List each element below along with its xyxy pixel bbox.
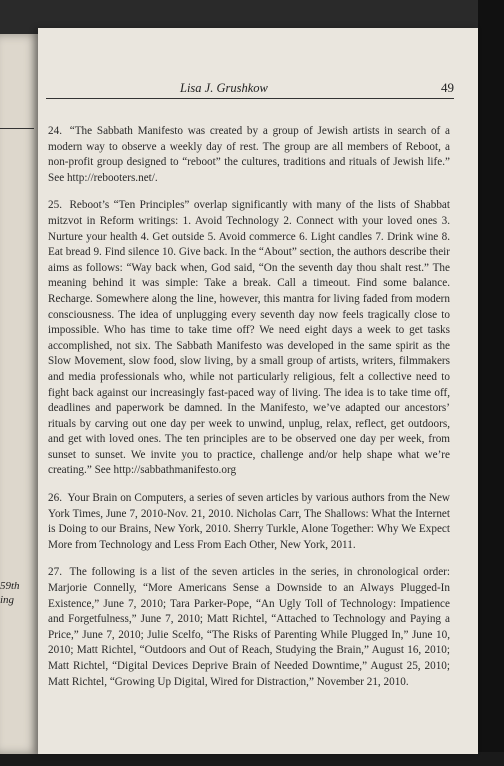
endnote-26 [48, 491, 450, 553]
endnote-text: “The Sabbath Manifesto was created by a group of Jewish artists in search of a modern way to observe a weekly day of rest. The group are all members of Reboot, a non-profit group designed to “reboot” the cultures, traditions and rituals of Jewish life.” See http://rebooters.net/. [48, 125, 450, 184]
endnote-number: 27. [48, 566, 62, 579]
header-author: Lisa J. Grushkow [180, 81, 268, 95]
endnote-24 [48, 124, 450, 186]
endnote-text: Reboot’s “Ten Principles” overlap significantly with many of the lists of Shabbat mitzvot in Reform writings: 1. Avoid Technology 2. Connect with your loved ones 3. Nurture your health 4. Get outside 5. Avoid commerce 6. Light candles 7. Drink wine 8. Eat bread 9. Find silence 10. Give back. In the “About” section, the authors describe their aims as follows: “Way back when, God said, “On the seventh day thou shalt rest.” The meaning behind it was simple: Take a break. Call a timeout. Find some balance. Recharge. Somewhere along the line, however, this mantra for living faded from modern consciousness. The idea of unplugging every seventh day now feels tragically close to impossible. Who has time to take time off? We need eight days a week to get tasks accomplished, not six. The Sabbath Manifesto was developed in the same spirit as the Slow Movement, slow food, slow living, by a small group of artists, writers, filmmakers and media professionals who, while not particularly religious, felt a collective need to fight back against our increasingly fast-paced way of living. The idea is to take time off, deadlines and paperwork be damned. In the Manifesto, we’ve adapted our ancestors’ rituals by carving out one day per week to unwind, unplug, relax, reflect, get outdoors, and get with loved ones. The ten principles are to be observed one day per week, from sunset to sunset. We invite you to practice, challenge and/or help shape what we’re creating.” See http://sabbathmanifesto.org [48, 199, 450, 477]
background-right [478, 0, 504, 766]
running-header [46, 80, 454, 99]
endnote-number: 25. [48, 199, 62, 212]
facing-page [0, 34, 40, 754]
book-page [38, 28, 478, 754]
page-number: 49 [441, 80, 454, 95]
endnote-number: 24. [48, 125, 62, 137]
background-bottom [0, 752, 504, 766]
endnote-text: The following is a list of the seven articles in the series, in chronological order: Marjorie Connelly, “More Americans Sense a Downside to an Always Plugged-In Existence,” June 7, 2010; Tara Parker-Pope, “An Ugly Toll of Technology: Impatience and Forgetfulness,” June 7, 2010; Matt Richtel, “Attached to Technology and Paying a Price,” June 7, 2010; Julie Scelfo, “The Risks of Parenting While Plugged In,” June 10, 2010; Matt Richtel, “Outdoors and Out of Reach, Studying the Brain,” August 16, 2010; Matt Richtel, “Digital Devices Deprive Brain of Needed Downtime,” August 25, 2010; Matt Richtel, “Growing Up Digital, Wired for Distraction,” November 21, 2010. [48, 566, 450, 688]
endnote-25 [48, 198, 450, 479]
facing-page-rule [0, 128, 34, 129]
endnote-27 [48, 565, 450, 690]
facing-page-fragment: 59th [0, 580, 20, 592]
facing-page-fragment: ing [0, 594, 15, 606]
endnote-text: Your Brain on Computers, a series of seven articles by various authors from the New York Times, June 7, 2010-Nov. 21, 2010. Nicholas Carr, The Shallows: What the Internet is Doing to our Brains, New York, 2010. Sherry Turkle, Alone Together: Why We Expect More from Technology and Less From Each Other, New York, 2011. [48, 492, 450, 551]
endnote-number: 26. [48, 492, 62, 505]
endnotes [48, 124, 450, 702]
